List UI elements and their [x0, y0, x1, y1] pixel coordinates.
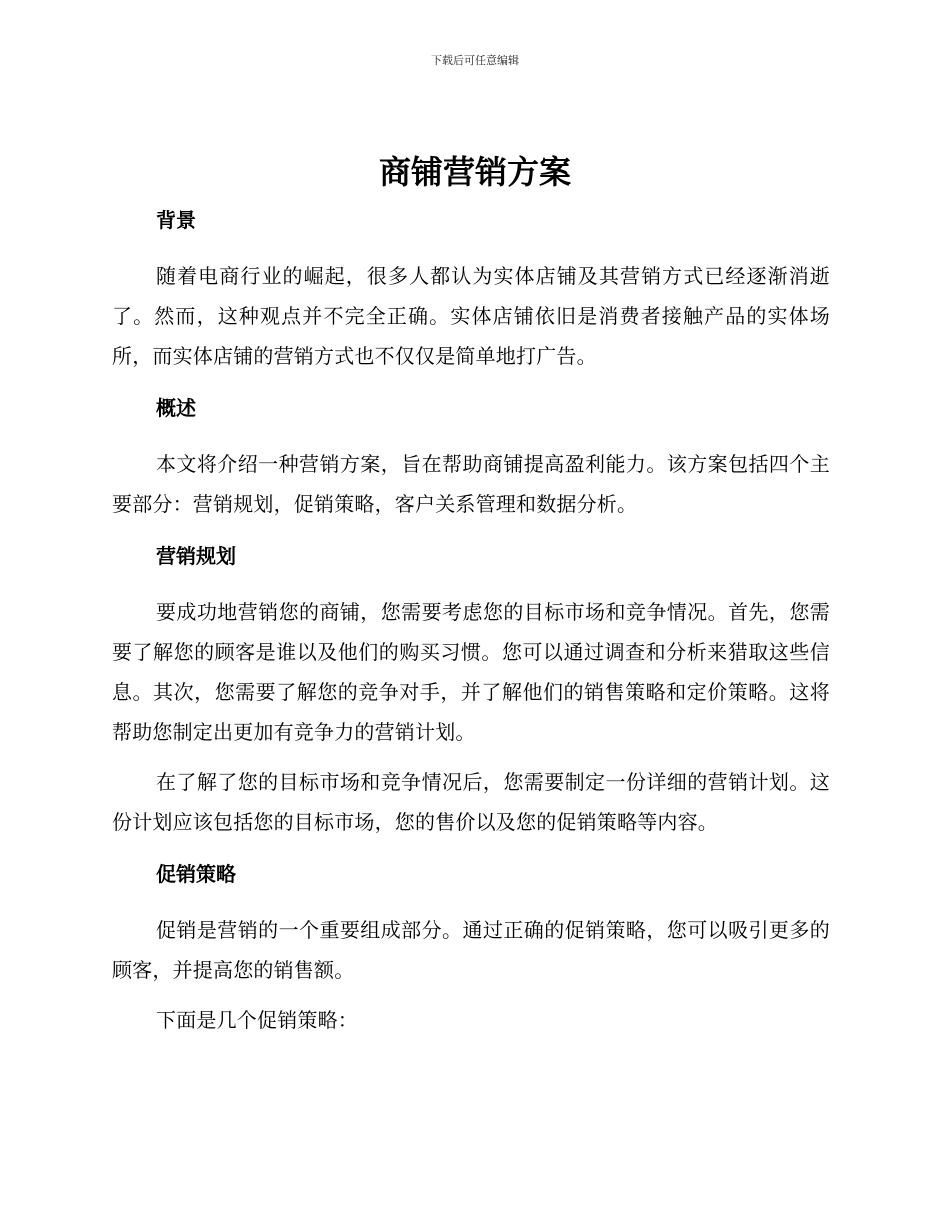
paragraph-marketing-plan-2: 在了解了您的目标市场和竞争情况后，您需要制定一份详细的营销计划。这份计划应该包括您的目标市场，您的售价以及您的促销策略等内容。 [112, 770, 830, 834]
paragraph-background: 随着电商行业的崛起，很多人都认为实体店铺及其营销方式已经逐渐消逝了。然而，这种观点并不完全正确。实体店铺依旧是消费者接触产品的实体场所，而实体店铺的营销方式也不仅仅是简单地打广告。 [112, 264, 830, 368]
page-header-note: 下载后可任意编辑 [431, 54, 519, 67]
document-title: 商铺营销方案 [378, 153, 571, 191]
section-heading-promotion: 促销策略 [156, 862, 236, 886]
paragraph-promotion-1: 促销是营销的一个重要组成部分。通过正确的促销策略，您可以吸引更多的顾客，并提高您的销售额。 [112, 918, 830, 982]
section-heading-marketing-plan: 营销规划 [156, 544, 236, 568]
paragraph-promotion-2: 下面是几个促销策略： [156, 1008, 358, 1032]
paragraph-marketing-plan-1: 要成功地营销您的商铺，您需要考虑您的目标市场和竞争情况。首先，您需要了解您的顾客是谁以及他们的购买习惯。您可以通过调查和分析来猎取这些信息。其次，您需要了解您的竞争对手，并了解他们的销售策略和定价策略。这将帮助您制定出更加有竞争力的营销计划。 [112, 600, 830, 744]
section-heading-background: 背景 [156, 208, 196, 232]
paragraph-overview: 本文将介绍一种营销方案，旨在帮助商铺提高盈利能力。该方案包括四个主要部分：营销规划，促销策略，客户关系管理和数据分析。 [112, 452, 830, 516]
document-body [112, 202, 830, 1040]
section-heading-overview: 概述 [156, 396, 196, 420]
